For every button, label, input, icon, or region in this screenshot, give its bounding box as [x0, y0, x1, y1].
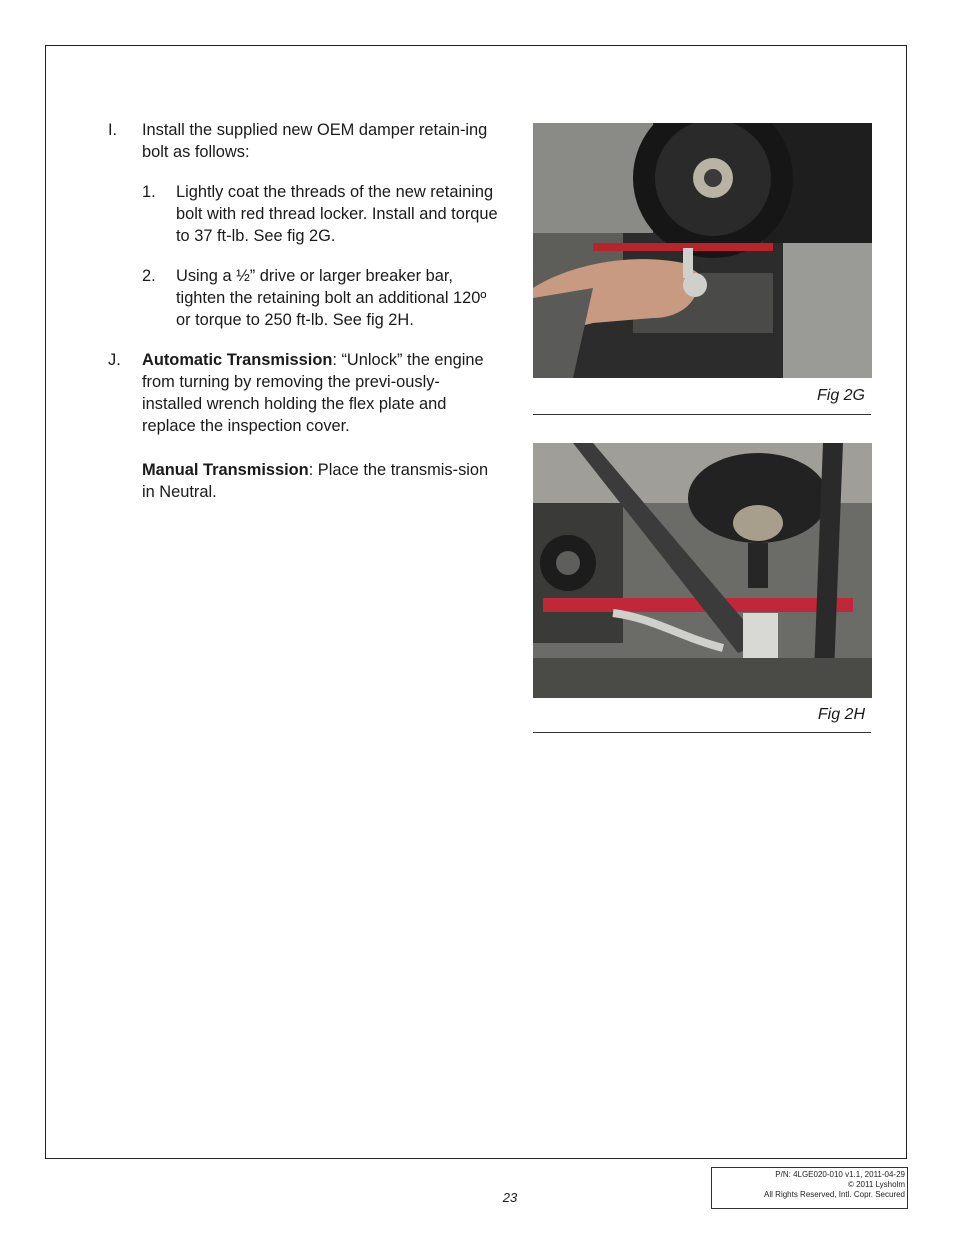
part-number: P/N: 4LGE020-010 v1.1, 2011-04-29 [775, 1170, 905, 1179]
step-i-marker: I. [108, 121, 118, 139]
manual-transmission-paragraph [142, 459, 498, 503]
instructions-column [108, 119, 498, 521]
substep-1-marker: 1. [142, 183, 156, 201]
substep-2-marker: 2. [142, 267, 156, 285]
manual-transmission-label: Manual Transmission [142, 461, 309, 479]
rights-notice: All Rights Reserved, Intl. Copr. Secured [764, 1190, 905, 1199]
engine-breaker-bar-photo [533, 443, 872, 698]
substep-2 [142, 265, 498, 331]
manual-transmission-text: : Place the transmis-sion in Neutral. [142, 461, 489, 501]
fig-2h-caption: Fig 2H [817, 706, 865, 723]
engine-damper-hand-photo [533, 123, 872, 378]
substep-1-text: Lightly coat the threads of the new retaining bolt with red thread locker. Install and torque to 37 ft-lb. See fig 2G. [176, 183, 498, 245]
step-j-marker: J. [108, 351, 121, 369]
step-j [108, 349, 498, 503]
substep-1 [142, 181, 498, 247]
part-number-box [711, 1167, 908, 1209]
fig-2g-photo [533, 123, 872, 378]
step-i-text: Install the supplied new OEM damper retain-ing bolt as follows: [142, 121, 488, 161]
fig-2g-caption: Fig 2G [816, 387, 865, 404]
copyright: © 2011 Lysholm [847, 1180, 905, 1189]
fig-2h-rule [533, 732, 871, 733]
fig-2h-photo [533, 443, 872, 698]
fig-2g-rule [533, 414, 871, 415]
step-i [108, 119, 498, 163]
automatic-transmission-label: Automatic Transmission [142, 351, 333, 369]
automatic-transmission-text: : “Unlock” the engine from turning by removing the previ-ously-installed wrench holding the flex plate and replace the inspection cover. [142, 351, 484, 435]
substep-2-text: Using a ½” drive or larger breaker bar, tighten the retaining bolt an additional 120º or torque to 250 ft-lb. See fig 2H. [176, 267, 487, 329]
page-number: 23 [502, 1190, 518, 1205]
